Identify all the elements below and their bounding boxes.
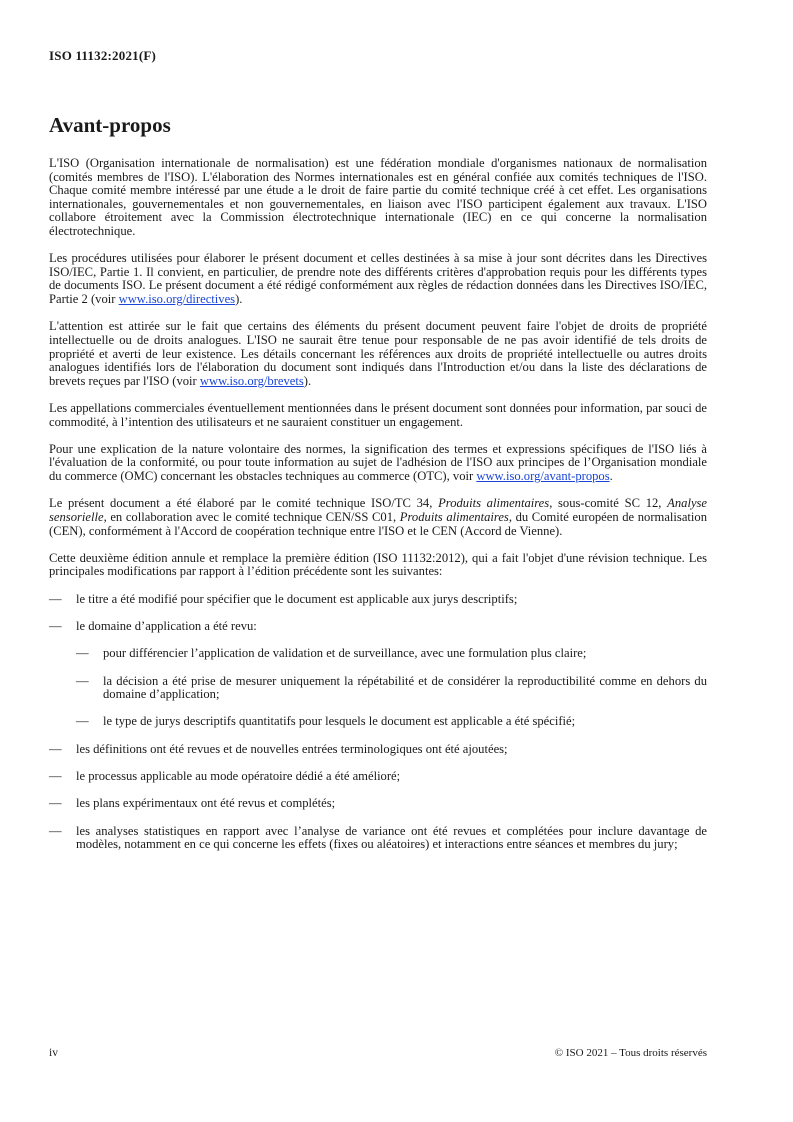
text: , du Comité européen de normalisation (CEN), conformément à l'Accord de coopération technique entre l'ISO et le CEN (Accord de Vienne). bbox=[49, 509, 708, 538]
dash-bullet: — bbox=[76, 673, 89, 688]
sub-list-item bbox=[76, 715, 707, 729]
text: , en collaboration avec le comité technique CEN/SS C01, bbox=[103, 509, 400, 524]
text: Pour une explication de la nature volontaire des normes, la signification des termes et expressions spécifiques de l'ISO liés à l'évaluation de la conformité, ou pour toute information au sujet de l'adhésion de l'ISO aux principes de l’Organisation mondiale du commerce (OMC) concernant les obstacles techniques au commerce (OTC), voir bbox=[49, 441, 707, 484]
dash-bullet: — bbox=[49, 741, 62, 756]
list-item-text: le processus applicable au mode opératoire dédié a été amélioré; bbox=[76, 768, 401, 783]
list-item-text: les plans expérimentaux ont été revus et complétés; bbox=[76, 796, 336, 811]
text: L'attention est attirée sur le fait que certains des éléments du présent document peuvent faire l'objet de droits de propriété intellectuelle ou de droits analogues. L'ISO ne saurait être tenue pour responsable de ne pas avoir identifié de tels droits de propriété et averti de leur existence. Les détails concernant les références aux droits de propriété intellectuelle ou autres droits analogues identifiés lors de l'élaboration du document sont indiqués dans l'Introduction et/ou dans la liste des déclarations de brevets reçues par l'ISO (voir bbox=[49, 319, 707, 388]
list-item-text: pour différencier l’application de validation et de surveillance, avec une formulation plus claire; bbox=[103, 646, 587, 661]
link-brevets[interactable]: www.iso.org/brevets bbox=[199, 373, 304, 388]
link-avant-propos[interactable]: www.iso.org/avant-propos bbox=[476, 469, 610, 484]
paragraph-committee bbox=[49, 497, 707, 538]
list-item-text: la décision a été prise de mesurer uniquement la répétabilité et de considérer la reproductibilité comme en dehors du domaine d’application; bbox=[103, 673, 707, 702]
list-item-text: le titre a été modifié pour spécifier que le document est applicable aux jurys descriptifs; bbox=[76, 591, 518, 606]
paragraph-procedures bbox=[49, 252, 707, 306]
sub-list-item bbox=[76, 647, 707, 661]
list-item-text: les analyses statistiques en rapport avec l’analyse de variance ont été revues et complétées pour inclure davantage de modèles, notamment en ce qui concerne les effets (fixes ou aléatoires) et interactions entre séances et membres du jury; bbox=[76, 823, 707, 852]
italic-text: Produits alimentaires bbox=[438, 496, 550, 511]
paragraph-voluntary-nature bbox=[49, 443, 707, 484]
dash-bullet: — bbox=[49, 796, 62, 811]
paragraph-edition: Cette deuxième édition annule et remplace la première édition (ISO 11132:2012), qui a fait l'objet d'une révision technique. Les principales modifications par rapport à l’édition précédente sont les suivantes: bbox=[49, 550, 707, 579]
dash-bullet: — bbox=[76, 714, 89, 729]
list-item-text: le domaine d’application a été revu: bbox=[76, 618, 257, 633]
document-body bbox=[49, 157, 707, 865]
dash-bullet: — bbox=[49, 768, 62, 783]
list-item bbox=[49, 743, 707, 757]
sub-list-item bbox=[76, 675, 707, 702]
text: Le présent document a été élaboré par le comité technique ISO/TC 34, bbox=[49, 496, 439, 511]
dash-bullet: — bbox=[49, 591, 62, 606]
list-item bbox=[49, 825, 707, 852]
copyright-notice: © ISO 2021 – Tous droits réservés bbox=[554, 1047, 707, 1059]
text: , sous-comité SC 12, bbox=[549, 496, 668, 511]
dash-bullet: — bbox=[49, 823, 62, 838]
document-id-header: ISO 11132:2021(F) bbox=[49, 48, 157, 63]
paragraph-iso-intro: L'ISO (Organisation internationale de normalisation) est une fédération mondiale d'organismes nationaux de normalisation (comités membres de l'ISO). L'élaboration des Normes internationales est en général confiée aux comités techniques de l'ISO. Chaque comité membre intéressé par une étude a le droit de faire partie du comité technique créé à cet effet. Les organisations internationales, gouvernementales et non gouvernementales, en liaison avec l'ISO participent également aux travaux. L'ISO collabore étroitement avec la Commission électrotechnique internationale (IEC) en ce qui concerne la normalisation électrotechnique. bbox=[49, 156, 707, 238]
text: . bbox=[609, 469, 613, 484]
dash-bullet: — bbox=[49, 618, 62, 633]
italic-text: Analyse sensorielle bbox=[49, 496, 708, 524]
paragraph-trade-names: Les appellations commerciales éventuellement mentionnées dans le présent document sont données pour information, par souci de commodité, à l’intention des utilisateurs et ne sauraient constituer un engagement. bbox=[49, 400, 707, 429]
text: ). bbox=[235, 292, 243, 307]
text: Les procédures utilisées pour élaborer le présent document et celles destinées à sa mise à jour sont décrites dans les Directives ISO/IEC, Partie 1. Il convient, en particulier, de prendre note des différents critères d'approbation requis pour les différents types de documents ISO. Le présent document a été rédigé conformément aux règles de rédaction données dans les Directives ISO/IEC, Partie 2 (voir bbox=[49, 251, 707, 307]
list-item bbox=[49, 770, 707, 784]
page-number: iv bbox=[49, 1047, 58, 1059]
dash-bullet: — bbox=[76, 646, 89, 661]
link-directives[interactable]: www.iso.org/directives bbox=[118, 292, 236, 307]
list-item-text: les définitions ont été revues et de nouvelles entrées terminologiques ont été ajoutées; bbox=[76, 741, 508, 756]
text: ). bbox=[303, 373, 312, 388]
list-item bbox=[49, 593, 707, 607]
list-item bbox=[49, 797, 707, 811]
paragraph-patents bbox=[49, 320, 707, 388]
page-title: Avant-propos bbox=[49, 113, 171, 137]
list-item-text: le type de jurys descriptifs quantitatifs pour lesquels le document est applicable a été spécifié; bbox=[103, 714, 576, 729]
italic-text: Produits alimentaires bbox=[399, 509, 509, 524]
list-item bbox=[49, 620, 707, 634]
